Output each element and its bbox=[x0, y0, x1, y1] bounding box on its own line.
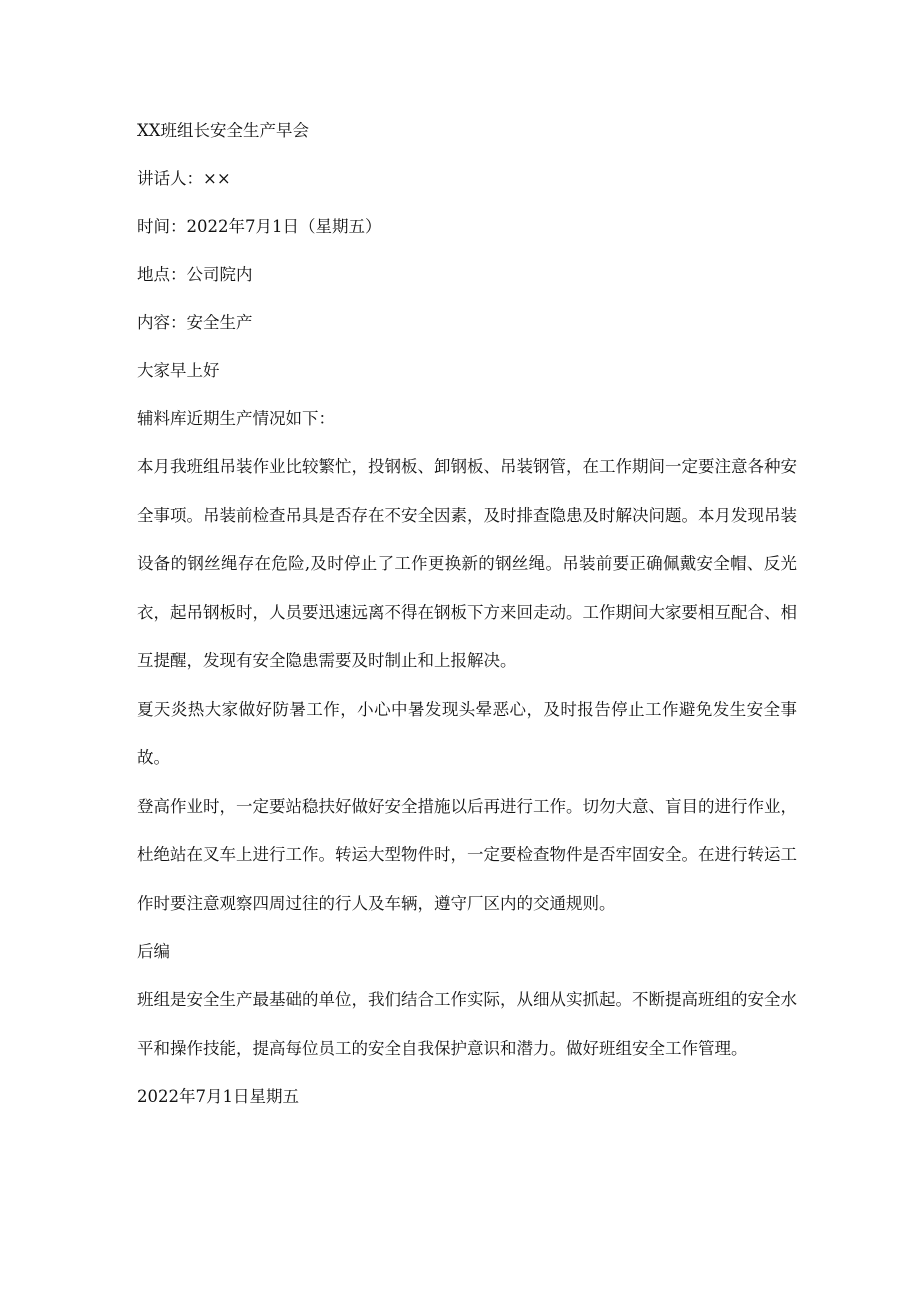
section-heading: 后编 bbox=[137, 942, 170, 961]
location-line: 地点：公司院内 bbox=[137, 265, 253, 284]
paragraph-height-work: 登高作业时，一定要站稳扶好做好安全措施以后再进行工作。切勿大意、盲目的进行作业，杜绝站在叉车上进行工作。转运大型物件时，一定要检查物件是否牢固安全。在进行转运工作时要注意观察四周过往的行人及车辆，遵守厂区内的交通规则。 bbox=[137, 796, 797, 913]
paragraph-lifting-safety: 本月我班组吊装作业比较繁忙，投钢板、卸钢板、吊装钢管，在工作期间一定要注意各种安全事项。吊装前检查吊具是否存在不安全因素，及时排查隐患及时解决问题。本月发现吊装设备的钢丝绳存在危险,及时停止了工作更换新的钢丝绳。吊装前要正确佩戴安全帽、反光衣，起吊钢板时，人员要迅速远离不得在钢板下方来回走动。工作期间大家要相互配合、相互提醒，发现有安全隐患需要及时制止和上报解决。 bbox=[137, 457, 797, 670]
date-footer: 2022年7月1日星期五 bbox=[137, 1087, 299, 1106]
document-title: XX班组长安全生产早会 bbox=[137, 121, 309, 140]
paragraph-closing: 班组是安全生产最基础的单位，我们结合工作实际，从细从实抓起。不断提高班组的安全水平和操作技能，提高每位员工的安全自我保护意识和潜力。做好班组安全工作管理。 bbox=[137, 990, 797, 1058]
paragraph-heat-prevention: 夏天炎热大家做好防暑工作，小心中暑发现头晕恶心，及时报告停止工作避免发生安全事故。 bbox=[137, 699, 797, 767]
greeting-line: 大家早上好 bbox=[137, 361, 220, 380]
intro-line: 辅料库近期生产情况如下： bbox=[137, 409, 335, 428]
document-body bbox=[137, 118, 797, 1132]
time-line: 时间：2022年7月1日（星期五） bbox=[137, 217, 382, 236]
topic-line: 内容：安全生产 bbox=[137, 313, 253, 332]
speaker-line: 讲话人：×× bbox=[137, 169, 231, 188]
